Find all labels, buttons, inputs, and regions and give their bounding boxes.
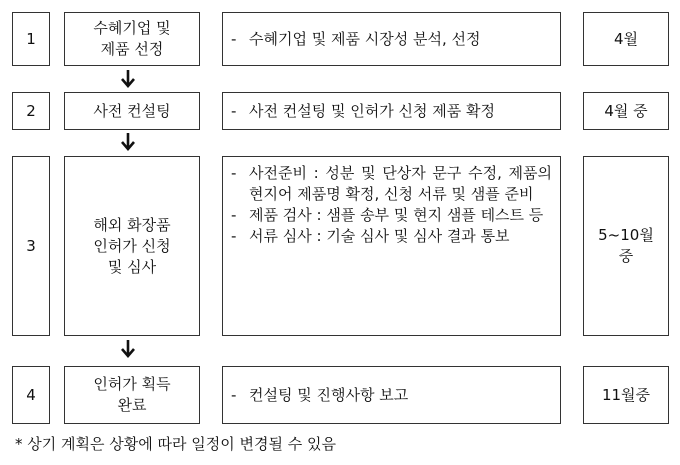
step-3-item	[231, 205, 552, 226]
step-3-item	[231, 163, 552, 205]
step-1-description	[222, 12, 561, 66]
step-4-item-text: 컨설팅 및 진행사항 보고	[249, 385, 409, 404]
dash-bullet: -	[231, 101, 237, 120]
footnote: * 상기 계획은 상황에 따라 일정이 변경될 수 있음	[15, 435, 336, 453]
dash-bullet: -	[231, 206, 237, 224]
step-1-schedule: 4월	[583, 12, 669, 66]
step-2-description	[222, 92, 561, 130]
step-3-schedule: 5~10월 중	[583, 156, 669, 336]
dash-bullet: -	[231, 227, 237, 245]
step-1-item	[231, 29, 480, 50]
step-2-schedule: 4월 중	[583, 92, 669, 130]
step-3-description	[222, 156, 561, 336]
step-4-description	[222, 366, 561, 424]
step-2-number: 2	[12, 92, 50, 130]
step-3-item-text: 서류 심사 : 기술 심사 및 심사 결과 통보	[249, 227, 510, 245]
down-arrow-icon	[121, 70, 135, 88]
down-arrow-icon	[121, 340, 135, 358]
step-1-title: 수혜기업 및 제품 선정	[64, 12, 200, 66]
step-4-item	[231, 385, 408, 406]
dash-bullet: -	[231, 385, 237, 404]
down-arrow-icon	[121, 133, 135, 151]
dash-bullet: -	[231, 29, 237, 48]
step-1-item-text: 수혜기업 및 제품 시장성 분석, 선정	[249, 29, 481, 48]
step-4-title: 인허가 획득 완료	[64, 366, 200, 424]
step-3-item-text: 사전준비 : 성분 및 단상자 문구 수정, 제품의 현지어 제품명 확정, 신청 서류 및 샘플 준비	[249, 164, 552, 203]
step-4-number: 4	[12, 366, 50, 424]
step-1-number: 1	[12, 12, 50, 66]
step-4-schedule: 11월중	[583, 366, 669, 424]
step-3-item	[231, 226, 552, 247]
step-2-item-text: 사전 컨설팅 및 인허가 신청 제품 확정	[249, 101, 495, 120]
step-3-item-text: 제품 검사 : 샘플 송부 및 현지 샘플 테스트 등	[249, 206, 544, 224]
step-2-title: 사전 컨설팅	[64, 92, 200, 130]
step-3-title: 해외 화장품 인허가 신청 및 심사	[64, 156, 200, 336]
dash-bullet: -	[231, 164, 237, 182]
step-3-number: 3	[12, 156, 50, 336]
step-2-item	[231, 101, 495, 122]
